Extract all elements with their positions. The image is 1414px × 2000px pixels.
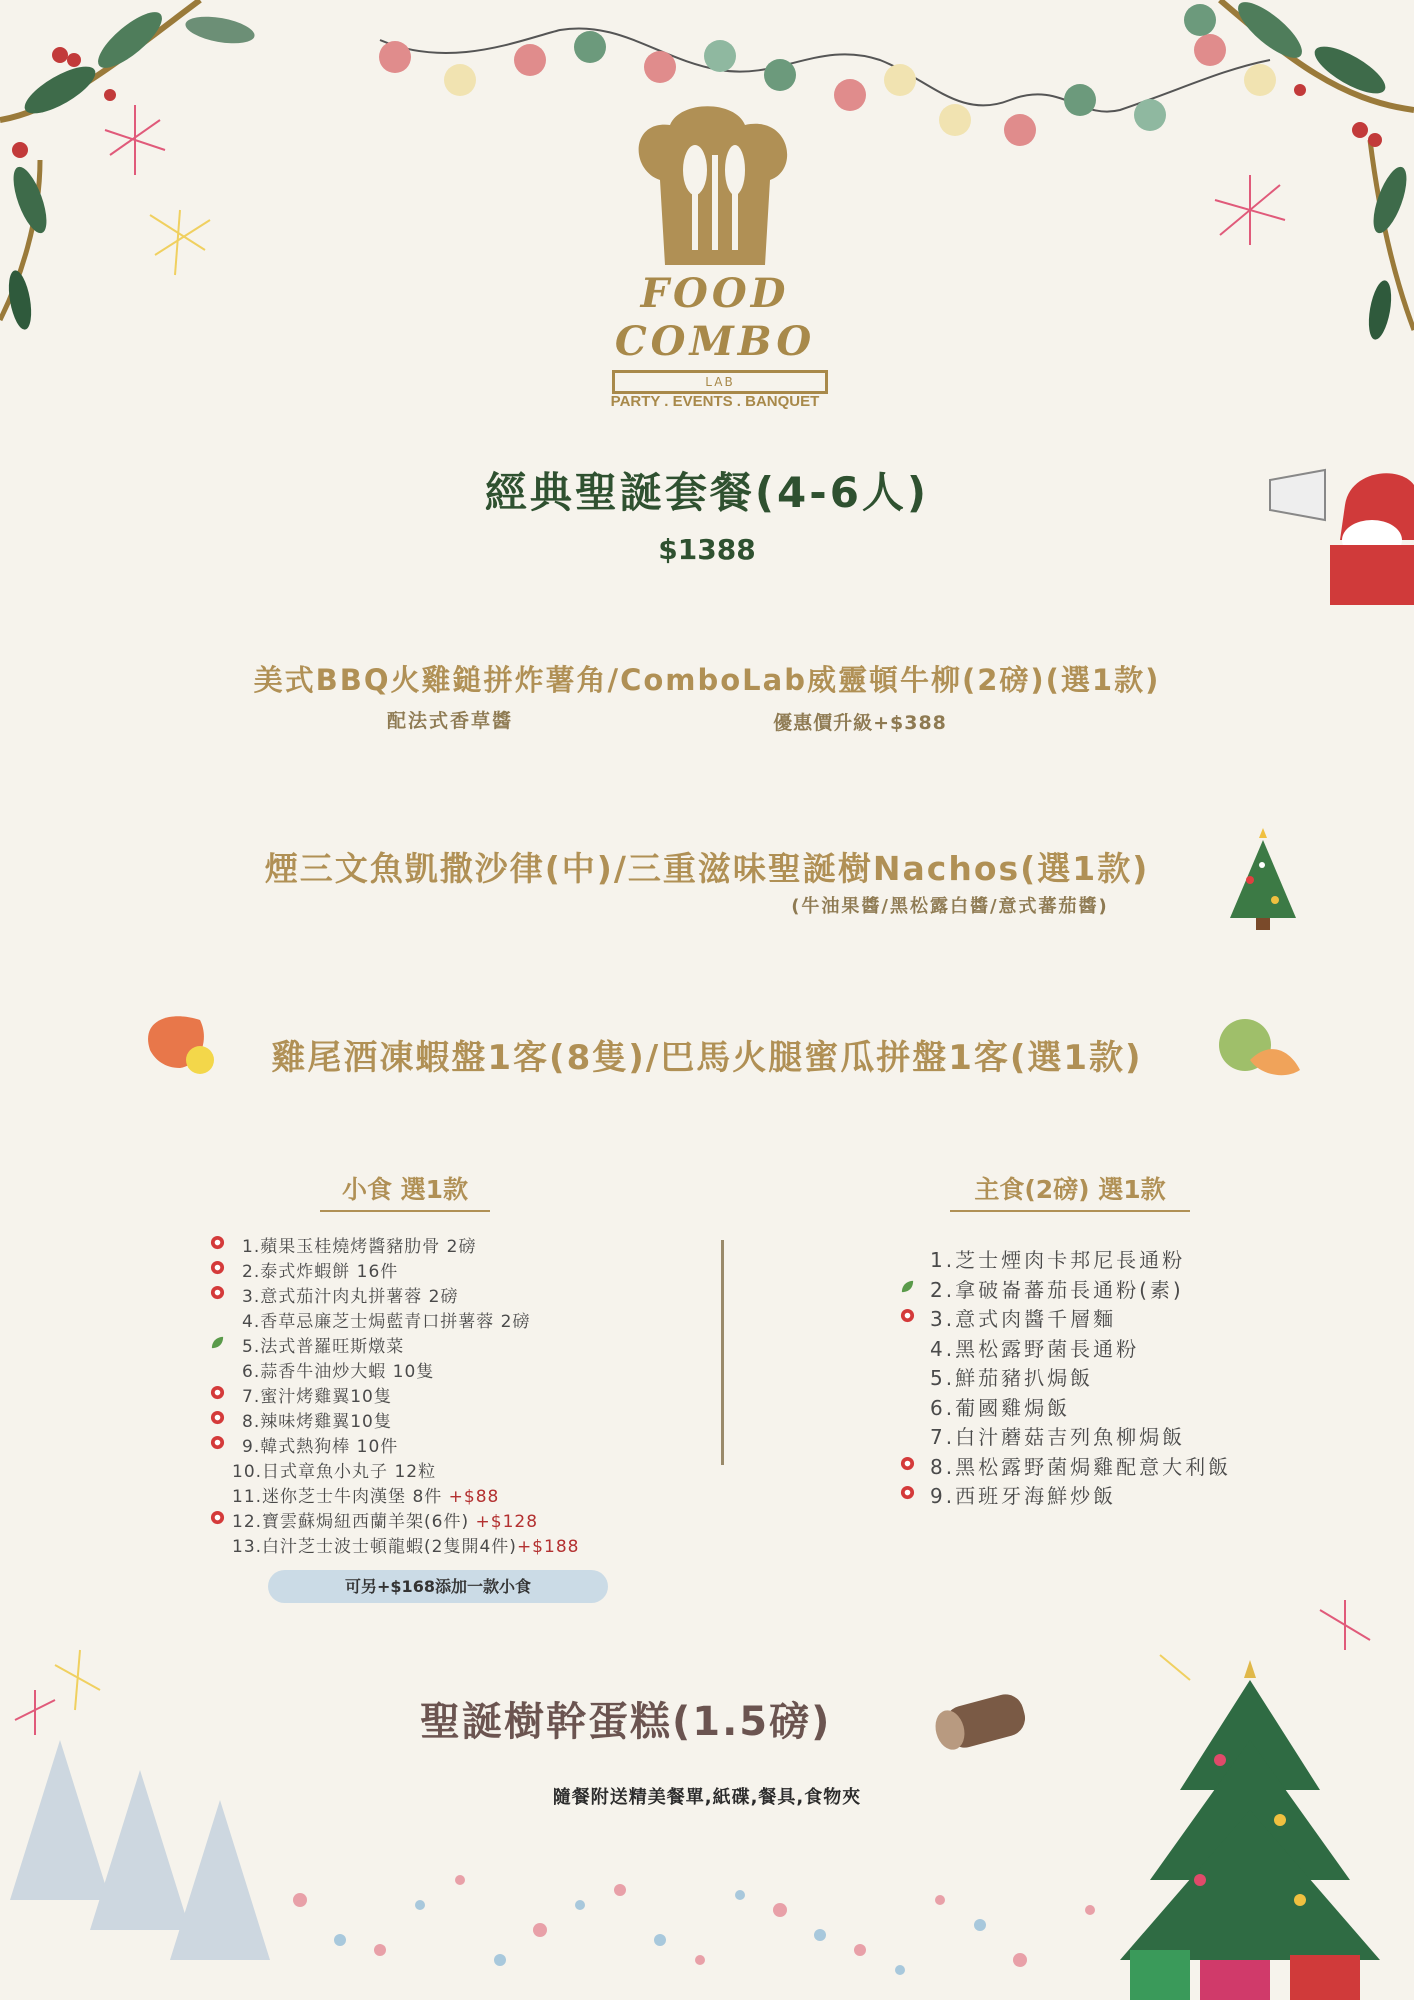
spicy-icon (210, 1510, 225, 1525)
spicy-icon (900, 1456, 915, 1471)
main-item-label: 7.白汁蘑菇吉列魚柳焗飯 (930, 1425, 1186, 1449)
snowflake-icon (293, 1875, 1095, 1967)
snack-item-label: 2.泰式炸蝦餅 16件 (242, 1262, 399, 1282)
logo-word-combo: COMBO (614, 318, 816, 365)
snack-item-label: 4.香草忌廉芝士焗藍青口拼薯蓉 2磅 (242, 1312, 531, 1332)
snack-item-surcharge: +$188 (516, 1537, 580, 1557)
snack-item-label: 10.日式章魚小丸子 12粒 (232, 1462, 437, 1482)
main-item (930, 1451, 1330, 1481)
snacks-heading: 小食 選1款 (320, 1170, 490, 1212)
course-1-note-left: 配法式香草醬 (386, 710, 513, 732)
snack-item-label: 7.蜜汁烤雞翼10隻 (242, 1387, 392, 1407)
spicy-icon (210, 1285, 225, 1300)
snacks-list (232, 1232, 682, 1557)
main-item-label: 4.黑松露野菌長通粉 (930, 1336, 1140, 1361)
chef-hat-logo-icon (625, 100, 805, 270)
menu-price: $1388 (658, 533, 756, 566)
santa-megaphone-icon (1270, 470, 1414, 605)
main-item-label: 3.意式肉醬千層麵 (930, 1307, 1117, 1331)
snack-item-label: 1.蘋果玉桂燒烤醬豬肋骨 2磅 (242, 1237, 477, 1257)
snowflake-icon (334, 1890, 986, 1975)
spicy-icon (210, 1410, 225, 1425)
christmas-tree-icon (10, 1740, 270, 1960)
snacks-addon-badge: 可另+$168添加一款小食 (268, 1570, 608, 1603)
snack-item (232, 1357, 682, 1382)
spicy-icon (210, 1235, 225, 1250)
mains-heading: 主食(2磅) 選1款 (950, 1170, 1190, 1212)
main-item (930, 1392, 1330, 1422)
spicy-icon (210, 1435, 225, 1450)
spicy-icon (900, 1308, 915, 1323)
snack-item (232, 1282, 682, 1307)
spicy-icon (900, 1485, 915, 1500)
spicy-icon (210, 1260, 225, 1275)
cake-item: 聖誕樹幹蛋糕(1.5磅) (420, 1699, 832, 1745)
string-lights-icon (379, 4, 1276, 146)
christmas-tree-icon (1120, 1660, 1380, 2000)
column-divider (721, 1240, 724, 1465)
footer-note: 隨餐附送精美餐單,紙碟,餐具,食物夾 (552, 1787, 862, 1808)
main-item-label: 9.西班牙海鮮炒飯 (930, 1484, 1117, 1508)
main-item (930, 1244, 1330, 1274)
snack-item-label: 11.迷你芝士牛肉漢堡 8件 (232, 1487, 449, 1507)
snack-item-surcharge: +$128 (475, 1512, 539, 1532)
menu-title: 經典聖誕套餐(4-6人) (484, 468, 930, 517)
spicy-icon (210, 1385, 225, 1400)
snack-item-label: 3.意式茄汁肉丸拼薯蓉 2磅 (242, 1287, 459, 1307)
snack-item (232, 1382, 682, 1407)
snack-item (232, 1507, 682, 1532)
snack-item (232, 1532, 682, 1557)
snack-item-label: 6.蒜香牛油炒大蝦 10隻 (242, 1362, 435, 1382)
main-item-label: 2.拿破崙蕃茄長通粉(素) (930, 1277, 1184, 1302)
snack-item-label: 12.寶雲蘇焗紐西蘭羊架(6件) (232, 1512, 476, 1532)
snack-item-label: 8.辣味烤雞翼10隻 (242, 1412, 392, 1432)
main-item-label: 5.鮮茄豬扒焗飯 (930, 1366, 1094, 1390)
log-icon (931, 1690, 1029, 1753)
snack-item (232, 1257, 682, 1282)
snack-item-surcharge: +$88 (448, 1487, 500, 1507)
course-1: 美式BBQ火雞鎚拼炸薯角/ComboLab威靈頓牛柳(2磅)(選1款) (253, 663, 1161, 697)
course-1-note-right: 優惠價升級+$388 (773, 712, 947, 734)
snack-item-label: 5.法式普羅旺斯燉菜 (242, 1337, 405, 1357)
holly-garland-icon (0, 0, 257, 331)
snack-item-label: 13.白汁芝士波士頓龍蝦(2隻開4件) (232, 1537, 517, 1557)
main-item-label: 1.芝士煙肉卡邦尼長通粉 (930, 1248, 1186, 1272)
main-item (930, 1362, 1330, 1392)
snack-item (232, 1332, 682, 1357)
main-item-label: 8.黑松露野菌焗雞配意大利飯 (930, 1454, 1232, 1479)
logo-word-lab: LAB (612, 370, 828, 394)
logo-word-food: FOOD (640, 270, 790, 317)
course-2-note: (牛油果醬/黑松露白醬/意式蕃茄醬) (791, 896, 1109, 917)
main-item-label: 6.葡國雞焗飯 (930, 1395, 1071, 1420)
course-2: 煙三文魚凱撒沙律(中)/三重滋味聖誕樹Nachos(選1款) (264, 849, 1150, 888)
snack-item (232, 1482, 682, 1507)
course-3: 雞尾酒凍蝦盤1客(8隻)/巴馬火腿蜜瓜拼盤1客(選1款) (271, 1038, 1143, 1078)
snack-item (232, 1457, 682, 1482)
snack-item-label: 9.韓式熱狗棒 10件 (242, 1437, 399, 1457)
vegetarian-leaf-icon (900, 1279, 915, 1294)
main-item (930, 1421, 1330, 1451)
snack-item (232, 1407, 682, 1432)
logo-tagline: PARTY . EVENTS . BANQUET (610, 393, 820, 410)
holly-garland-icon (1220, 0, 1414, 341)
snack-item (232, 1307, 682, 1332)
vegetarian-leaf-icon (210, 1335, 225, 1350)
main-item (930, 1303, 1330, 1333)
mains-list (930, 1244, 1330, 1510)
main-item (930, 1480, 1330, 1510)
snack-item (232, 1232, 682, 1257)
main-item (930, 1333, 1330, 1363)
main-item (930, 1274, 1330, 1304)
snack-item (232, 1432, 682, 1457)
